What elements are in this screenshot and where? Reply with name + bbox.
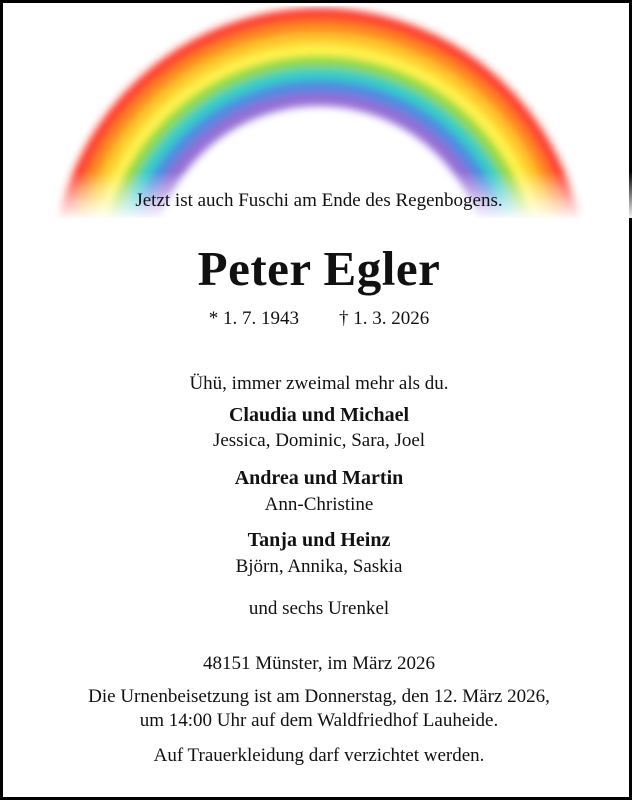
- birth-date: * 1. 7. 1943: [208, 308, 299, 329]
- rainbow-illustration: [6, 6, 632, 218]
- great-grandchildren-line: und sechs Urenkel: [248, 598, 390, 619]
- dress-code-note: Auf Trauerkleidung darf verzichtet werden.: [153, 745, 485, 766]
- family-children: Ann-Christine: [264, 494, 374, 515]
- family-children: Björn, Annika, Saskia: [235, 556, 403, 577]
- motto-line: Jetzt ist auch Fuschi am Ende des Regenbogens.: [135, 190, 503, 211]
- deceased-name: Peter Egler: [197, 241, 441, 296]
- life-dates: [6, 308, 632, 330]
- family-names: Andrea und Martin: [234, 467, 404, 489]
- family-children: Jessica, Dominic, Sara, Joel: [212, 430, 426, 451]
- death-date: † 1. 3. 2026: [339, 308, 430, 329]
- family-names: Claudia und Michael: [228, 404, 410, 426]
- burial-info-line-1: Die Urnenbeisetzung ist am Donnerstag, den 12. März 2026,: [88, 686, 550, 707]
- family-quote: Ühü, immer zweimal mehr als du.: [189, 373, 449, 394]
- burial-info-line-2: um 14:00 Uhr auf dem Waldfriedhof Lauheide.: [139, 710, 499, 731]
- place-date-line: 48151 Münster, im März 2026: [203, 653, 435, 674]
- family-names: Tanja und Heinz: [247, 529, 391, 551]
